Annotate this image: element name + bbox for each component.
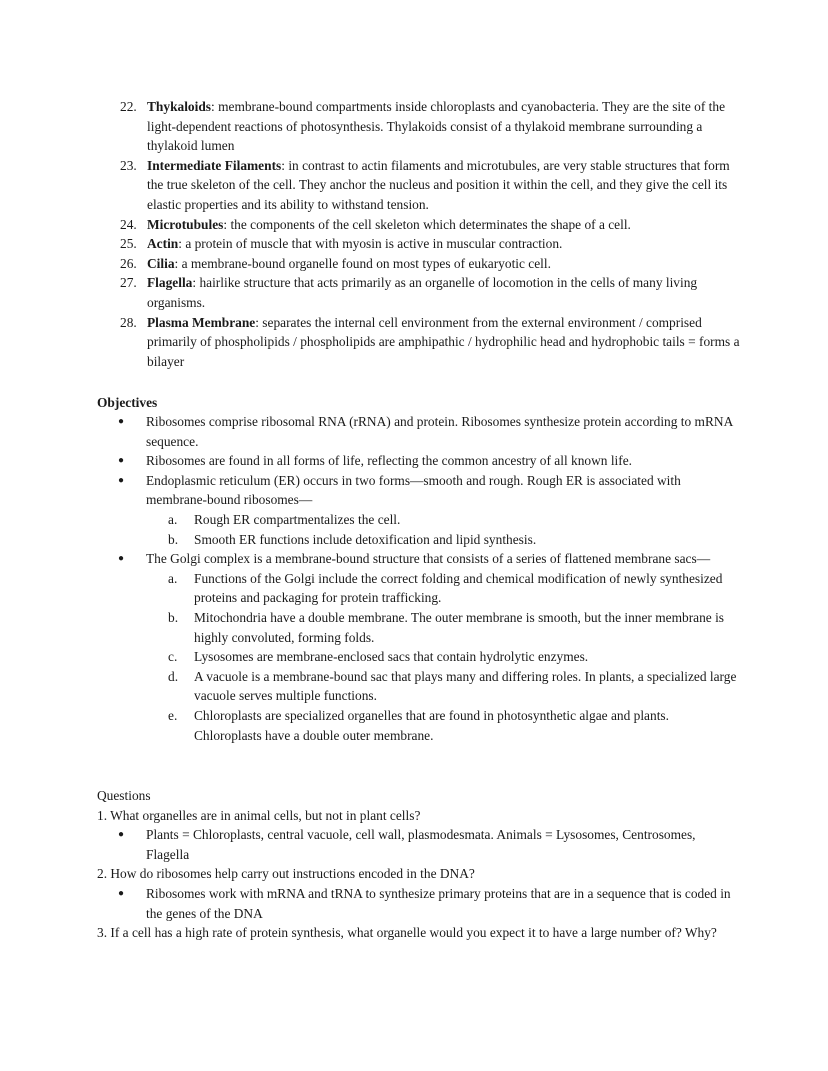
sub-item — [168, 667, 738, 706]
question-text: 1. What organelles are in animal cells, but not in plant cells? — [97, 807, 421, 823]
item-number: 23. — [120, 157, 137, 173]
question-text: 2. How do ribosomes help carry out instructions encoded in the DNA? — [97, 866, 475, 882]
item-number: 28. — [120, 314, 137, 330]
sub-letter: e. — [168, 707, 178, 723]
definition-item — [120, 313, 740, 372]
term: Intermediate Filaments — [147, 157, 282, 173]
objective-item — [118, 549, 738, 569]
objective-text: Ribosomes are found in all forms of life, reflecting the common ancestry of all known life. — [146, 453, 633, 469]
term: Thykaloids — [147, 99, 212, 114]
sub-item — [168, 510, 738, 530]
bullet-icon: ● — [118, 455, 125, 467]
definition-text: : a protein of muscle that with myosin is active in muscular contraction. — [178, 236, 563, 252]
sub-item — [168, 647, 738, 667]
answer-text: Ribosomes work with mRNA and tRNA to synthesize primary proteins that are in a sequence that is coded in the genes of the DNA — [146, 885, 731, 921]
sub-item — [168, 569, 738, 608]
sub-letter: a. — [168, 511, 178, 527]
definition-text: : separates the internal cell environment from the external environment / comprised primarily of phospholipids / phospholipids are amphipathic / hydrophilic head and hydrophobic tails = forms a bilayer — [147, 314, 740, 369]
definition-item — [120, 234, 740, 254]
answer-text: Plants = Chloroplasts, central vacuole, cell wall, plasmodesmata. Animals = Lysosomes, Centrosomes, Flagella — [146, 827, 696, 862]
answer-item — [118, 825, 737, 864]
definition-list — [120, 97, 740, 371]
sub-letter: d. — [168, 668, 179, 684]
objective-item — [118, 471, 738, 510]
definition-text: : a membrane-bound organelle found on most types of eukaryotic cell. — [174, 255, 551, 271]
item-number: 26. — [120, 255, 137, 271]
sub-text: Lysosomes are membrane-enclosed sacs that contain hydrolytic enzymes. — [194, 649, 589, 665]
sub-text: Smooth ER functions include detoxification and lipid synthesis. — [194, 531, 537, 547]
item-number: 25. — [120, 236, 137, 252]
definition-text: : the components of the cell skeleton which determinates the shape of a cell. — [223, 216, 631, 232]
item-number: 24. — [120, 216, 137, 232]
sub-text: Rough ER compartmentalizes the cell. — [194, 511, 401, 527]
sub-text: Functions of the Golgi include the correct folding and chemical modification of newly synthesized proteins and packaging for protein trafficking. — [194, 570, 723, 606]
definition-item — [120, 254, 740, 274]
objective-text: The Golgi complex is a membrane-bound structure that consists of a series of flattened membrane sacs— — [146, 551, 711, 567]
questions-section — [97, 786, 737, 943]
objectives-heading: Objectives — [97, 395, 158, 410]
definition-text: : in contrast to actin filaments and microtubules, are very stable structures that form the true skeleton of the cell. They anchor the nucleus and position it within the cell, and they give the cell its elastic properties and its ability to withstand tension. — [147, 157, 730, 212]
definition-text: : hairlike structure that acts primarily as an organelle of locomotion in the cells of many living organisms. — [147, 275, 698, 310]
question-text: 3. If a cell has a high rate of protein synthesis, what organelle would you expect it to have a large number of? Why? — [97, 925, 717, 941]
definition-item — [120, 156, 740, 215]
bullet-icon: ● — [118, 553, 125, 565]
item-number: 22. — [120, 99, 137, 114]
definition-item — [120, 215, 740, 235]
sub-text: Chloroplasts are specialized organelles that are found in photosynthetic algae and plants. Chloroplasts have a double outer membrane. — [194, 707, 669, 743]
questions-heading: Questions — [97, 788, 151, 803]
bullet-icon: ● — [118, 887, 125, 899]
term: Flagella — [147, 275, 193, 291]
term: Actin — [147, 236, 179, 252]
objective-item — [118, 412, 738, 451]
definition-item — [120, 273, 740, 312]
objectives-list — [118, 412, 738, 745]
term: Microtubules — [147, 216, 224, 232]
objective-text: Ribosomes comprise ribosomal RNA (rRNA) and protein. Ribosomes synthesize protein according to mRNA sequence. — [146, 414, 733, 449]
sub-letter: a. — [168, 570, 178, 586]
sub-text: A vacuole is a membrane-bound sac that plays many and differing roles. In plants, a specialized large vacuole serves multiple functions. — [194, 668, 737, 704]
sub-item — [168, 530, 738, 550]
bullet-icon: ● — [118, 416, 125, 427]
term: Plasma Membrane — [147, 314, 256, 330]
sub-letter: b. — [168, 531, 179, 547]
bullet-icon: ● — [118, 829, 125, 841]
sub-text: Mitochondria have a double membrane. The outer membrane is smooth, but the inner membrane is highly convoluted, forming folds. — [194, 609, 725, 645]
definition-text: : membrane-bound compartments inside chloroplasts and cyanobacteria. They are the site of the light-dependent reactions of photosynthesis. Thylakoids consist of a thylakoid membrane surrounding a thylakoid lumen — [147, 99, 726, 154]
objective-text: Endoplasmic reticulum (ER) occurs in two forms—smooth and rough. Rough ER is associated with membrane-bound ribosomes— — [146, 472, 681, 508]
sub-item — [168, 706, 738, 745]
sub-letter: c. — [168, 649, 178, 665]
bullet-icon: ● — [118, 474, 125, 486]
objective-item — [118, 451, 738, 471]
item-number: 27. — [120, 275, 137, 291]
sub-letter: b. — [168, 609, 179, 625]
term: Cilia — [147, 255, 175, 271]
answer-item — [118, 884, 737, 923]
sub-item — [168, 608, 738, 647]
definition-item — [120, 97, 740, 156]
